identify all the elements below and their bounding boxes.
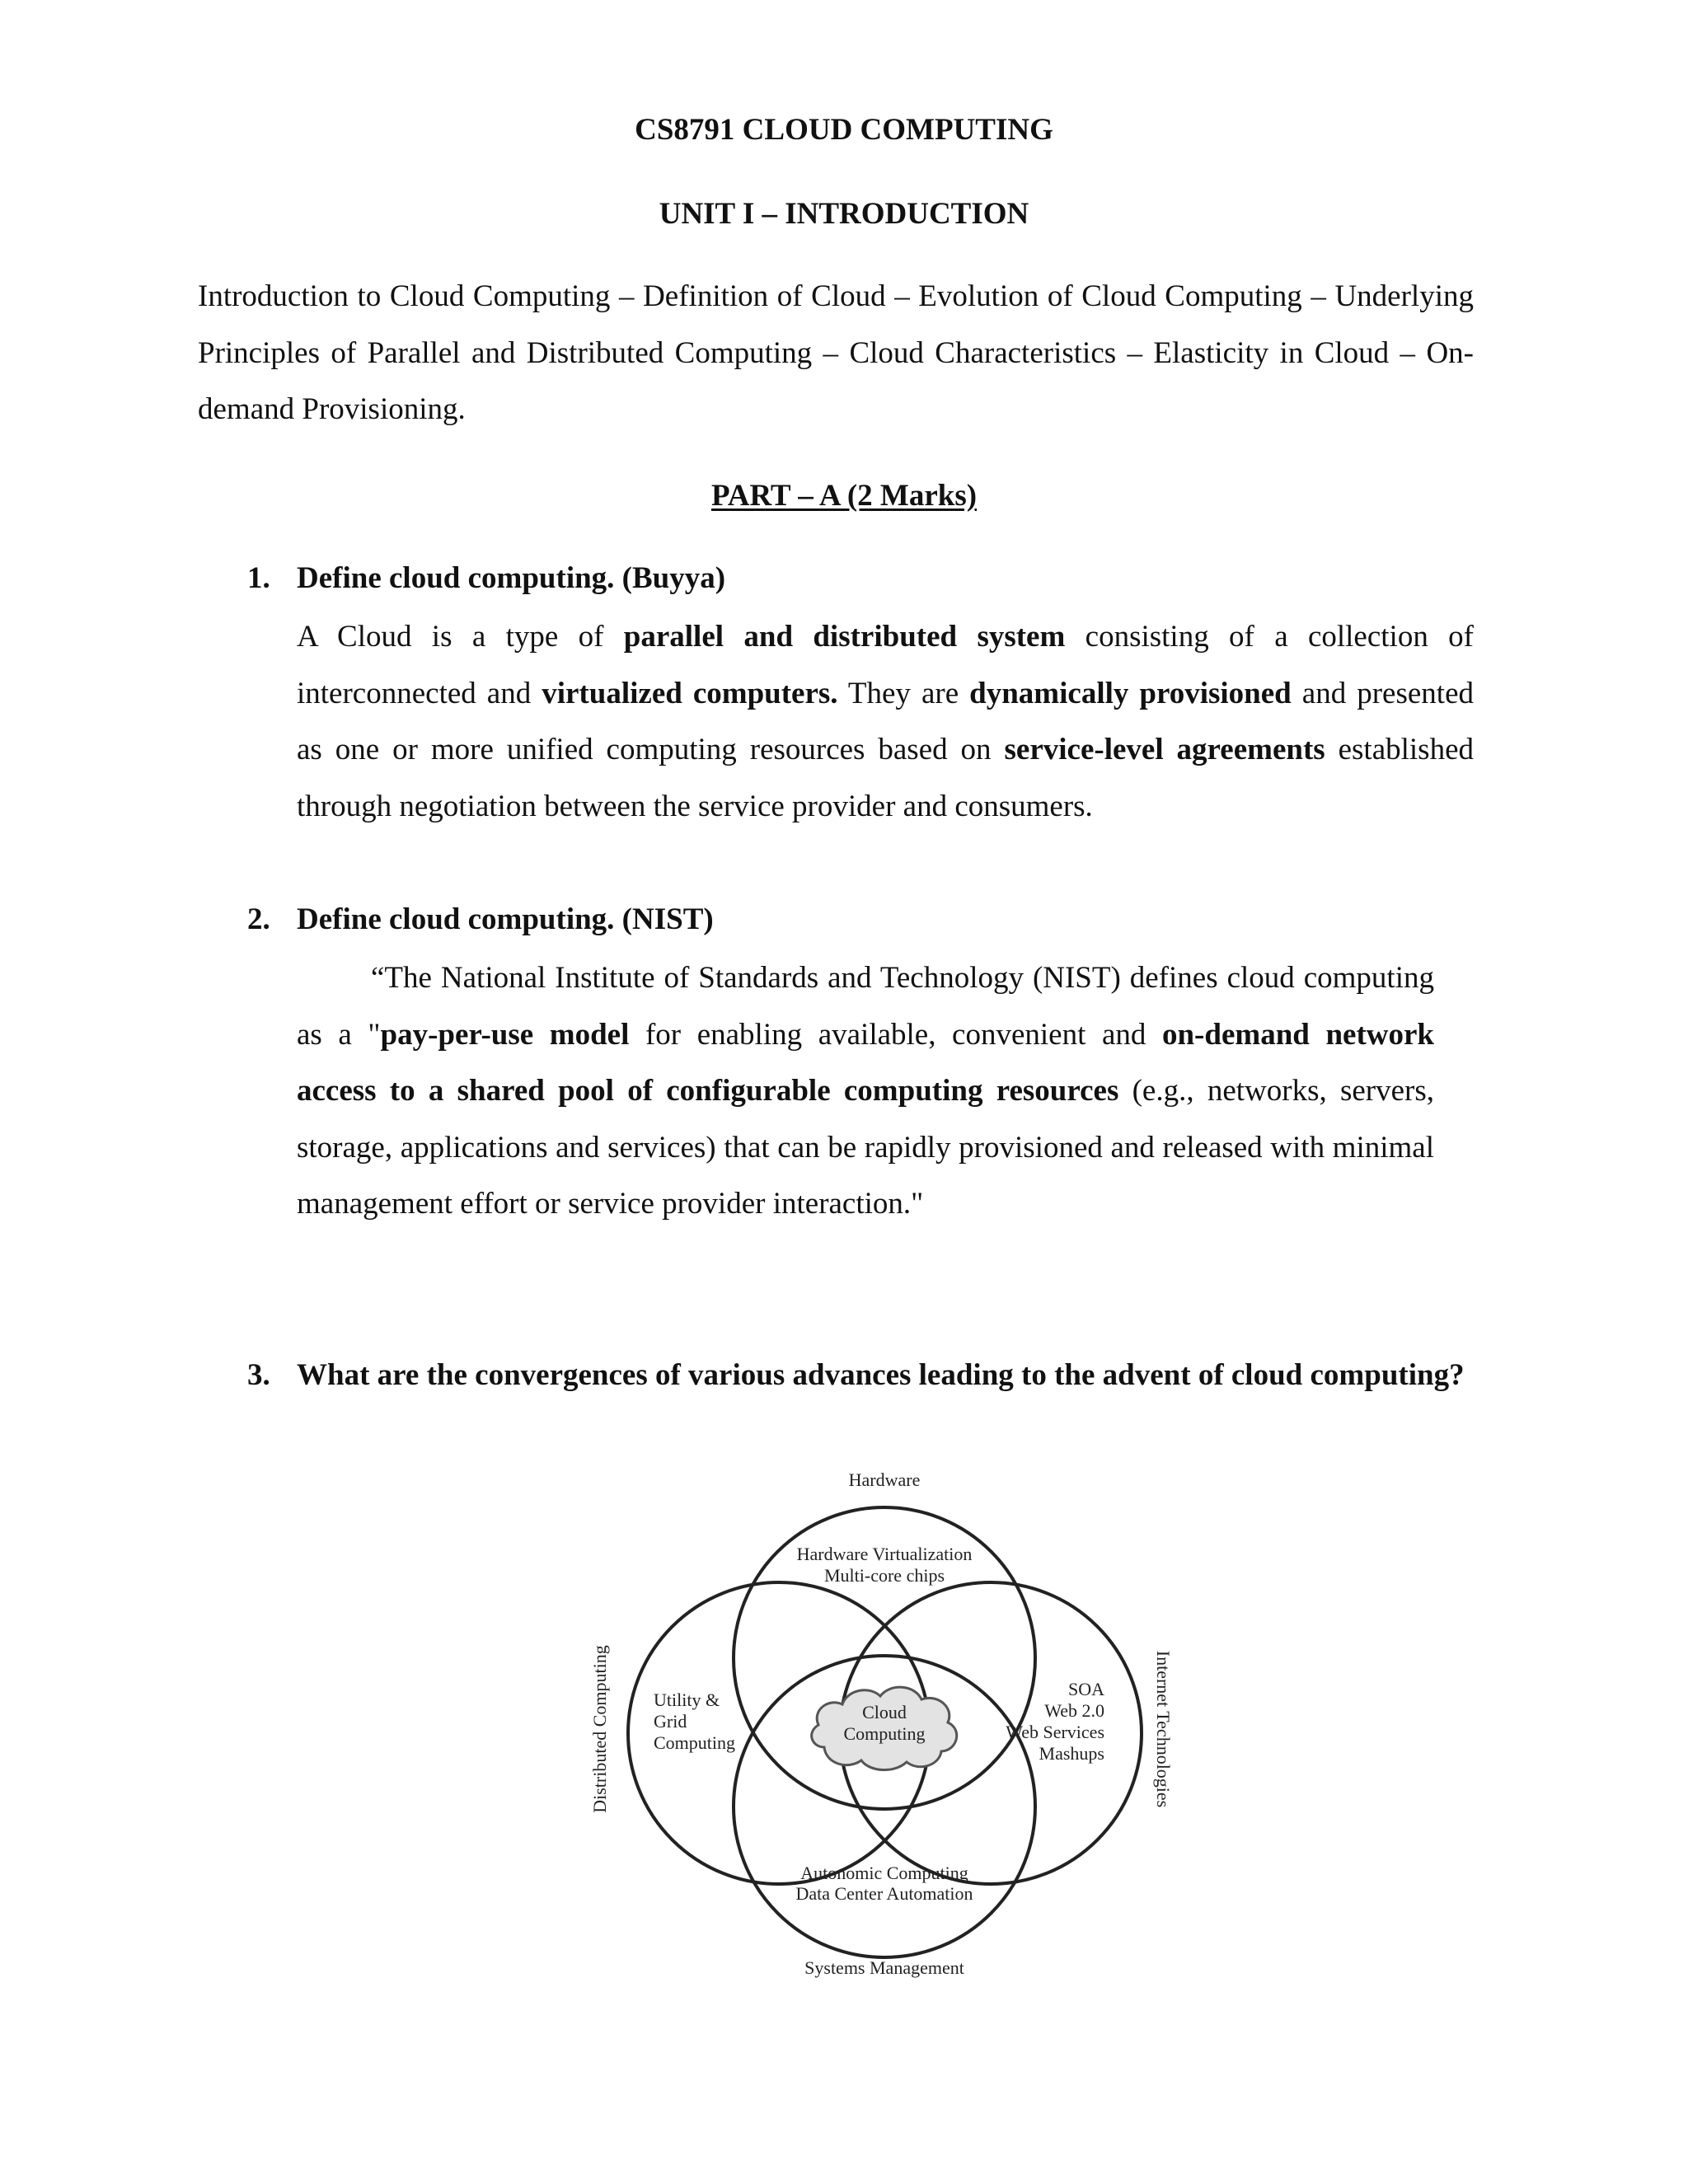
question-number: 3.: [247, 1358, 270, 1392]
answer-text: and presented as one or more unified computing resources based on: [297, 676, 1474, 766]
center-cloud-line: Computing: [843, 1723, 926, 1744]
bottom-circle-line: Autonomic Computing: [800, 1863, 968, 1883]
answer-text: consisting of a collection of interconnected and: [297, 620, 1474, 710]
label-systems-management: Systems Management: [804, 1957, 964, 1978]
question-number: 2.: [247, 902, 270, 936]
top-circle-line: Multi-core chips: [823, 1565, 945, 1586]
unit-title: UNIT I – INTRODUCTION: [659, 197, 1029, 231]
syllabus-paragraph: Introduction to Cloud Computing – Definition of Cloud – Evolution of Cloud Computing – Underlying Principles of Parallel and Distributed Computing – Cloud Characteristics – Elasticity in Cloud – On-demand Provisioning.: [198, 279, 1474, 426]
top-circle-line: Hardware Virtualization: [796, 1544, 973, 1564]
left-circle-line: Computing: [654, 1732, 736, 1753]
question-title: What are the convergences of various advances leading to the advent of cloud computing?: [297, 1358, 1465, 1392]
right-circle-line: SOA: [1067, 1679, 1104, 1699]
right-circle-line: Mashups: [1039, 1743, 1104, 1764]
question-title: Define cloud computing. (NIST): [297, 902, 714, 936]
right-circle-line: Web 2.0: [1044, 1700, 1104, 1721]
label-hardware: Hardware: [848, 1469, 921, 1490]
center-cloud-line: Cloud: [862, 1702, 907, 1722]
answer-keyword: virtualized computers.: [542, 676, 838, 710]
bottom-circle-line: Data Center Automation: [795, 1883, 973, 1904]
answer-keyword: on-demand network access to a shared pool of configurable computing resources: [297, 1017, 1434, 1108]
label-distributed-computing: Distributed Computing: [589, 1645, 610, 1813]
label-internet-technologies: Internet Technologies: [1153, 1650, 1174, 1808]
answer-keyword: service-level agreements: [1004, 733, 1325, 766]
answer-text: for enabling available, convenient and: [629, 1017, 1162, 1052]
right-circle-line: Web Services: [1006, 1722, 1104, 1742]
part-title-text: PART – A (2 Marks): [710, 479, 978, 513]
answer-keyword: parallel and distributed system: [623, 620, 1066, 654]
left-circle-line: Grid: [654, 1711, 687, 1732]
answer-text: (e.g., networks, servers, storage, applications and services) that can be rapidly provisioned and released with minimal management effort or service provider interaction.": [297, 1074, 1435, 1221]
answer-keyword: dynamically provisioned: [969, 676, 1292, 710]
course-title: CS8791 CLOUD COMPUTING: [635, 113, 1053, 147]
question-number: 1.: [247, 561, 270, 595]
answer-text: A Cloud is a type of: [297, 620, 624, 654]
answer-text: “The National Institute of Standards and Technology (NIST) defines cloud computing as a ": [297, 961, 1434, 1052]
question-title: Define cloud computing. (Buyya): [297, 561, 726, 595]
answer-text: They are: [837, 676, 970, 710]
left-circle-line: Utility &: [654, 1690, 720, 1710]
answer-text: established through negotiation between the service provider and consumers.: [297, 733, 1475, 823]
answer-keyword: pay-per-use model: [380, 1017, 630, 1052]
